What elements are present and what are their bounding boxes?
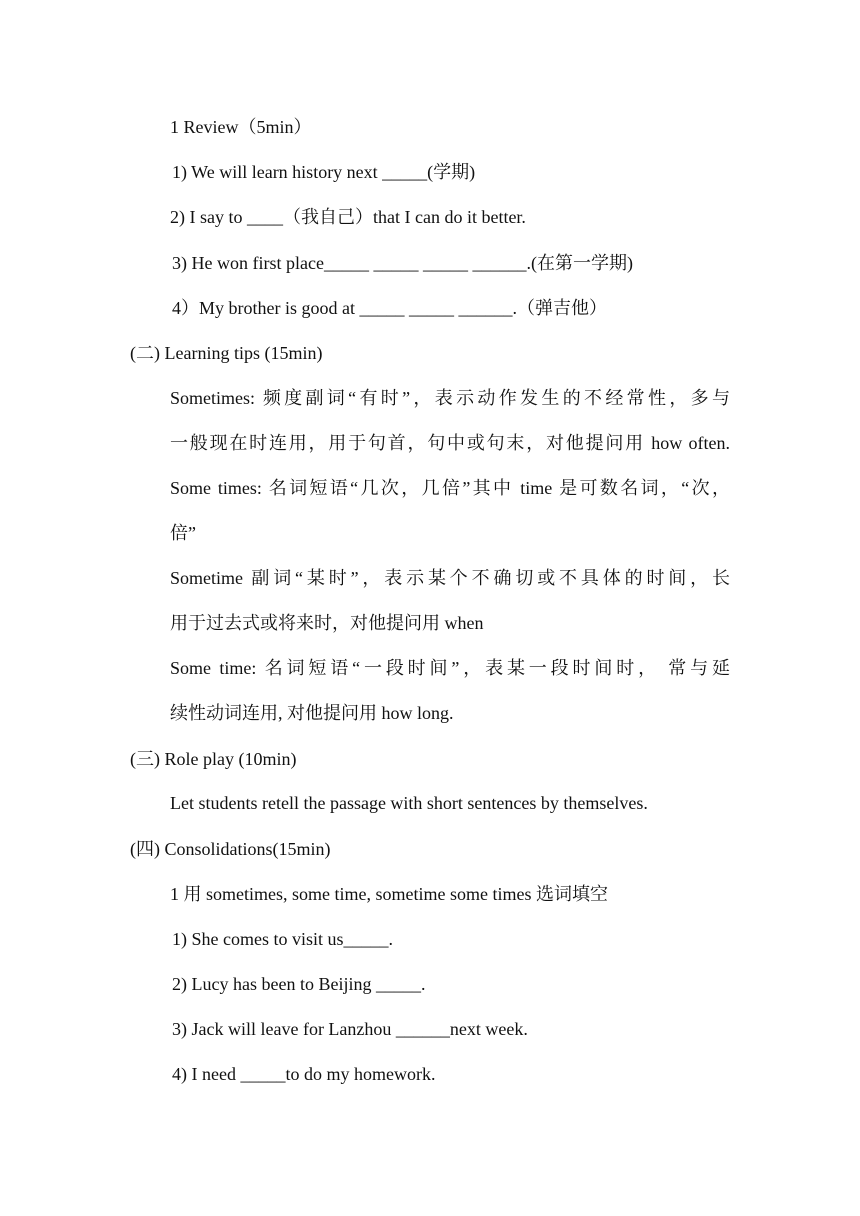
consolidations-instruction: 1 用 sometimes, some time, sometime some times 选词填空	[170, 884, 608, 904]
role-play-text: Let students retell the passage with short sentences by themselves.	[170, 793, 648, 813]
review-item-4: 4）My brother is good at _____ _____ ______.（弹吉他）	[172, 298, 607, 318]
consolidations-heading: (四) Consolidations(15min)	[130, 839, 331, 859]
learning-tips-heading: (二) Learning tips (15min)	[130, 343, 323, 363]
tip-some-times-line-1: Some times: 名词短语“几次，几倍”其中 time 是可数名词，“次，	[170, 478, 730, 498]
consolidation-item-4: 4) I need _____to do my homework.	[172, 1064, 436, 1084]
role-play-heading: (三) Role play (10min)	[130, 749, 297, 769]
review-heading: 1 Review（5min）	[170, 117, 312, 137]
tip-some-time-line-2: 续性动词连用, 对他提问用 how long.	[170, 703, 454, 723]
review-item-1: 1) We will learn history next _____(学期)	[172, 162, 476, 182]
review-item-3: 3) He won first place_____ _____ _____ ______.(在第一学期)	[172, 253, 633, 273]
consolidation-item-3: 3) Jack will leave for Lanzhou ______next week.	[172, 1019, 528, 1039]
tip-sometime-line-2: 用于过去式或将来时，对他提问用 when	[170, 613, 484, 633]
tip-sometime-line-1: Sometime 副词“某时”，表示某个不确切或不具体的时间，长	[170, 568, 730, 588]
tip-sometimes-line-1: Sometimes: 频度副词“有时”，表示动作发生的不经常性，多与	[170, 388, 730, 408]
review-item-2: 2) I say to ____（我自己）that I can do it better.	[170, 207, 526, 227]
consolidation-item-2: 2) Lucy has been to Beijing _____.	[172, 974, 426, 994]
tip-sometimes-line-2: 一般现在时连用，用于句首，句中或句末，对他提问用 how often.	[170, 433, 730, 453]
tip-some-time-line-1: Some time: 名词短语“一段时间”，表某一段时间时， 常与延	[170, 658, 730, 678]
tip-some-times-line-2: 倍”	[170, 523, 196, 543]
consolidation-item-1: 1) She comes to visit us_____.	[172, 929, 393, 949]
